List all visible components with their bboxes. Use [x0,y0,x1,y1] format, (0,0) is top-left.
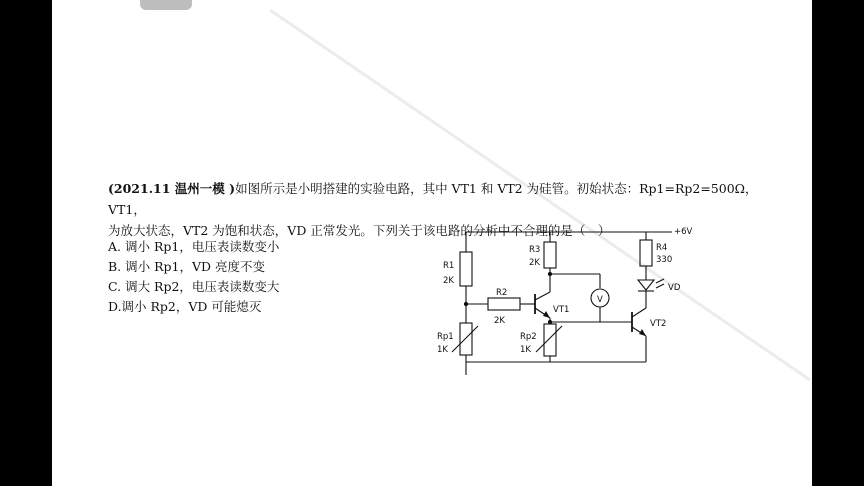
supply-label: +6V [674,227,693,237]
rp1-resistor [460,323,472,355]
r3-resistor [544,242,556,268]
rp2-arrow [536,326,562,352]
svg-text:1K: 1K [520,345,531,355]
vt2-collector [632,308,646,317]
svg-text:2K: 2K [443,276,454,286]
svg-text:Rp2: Rp2 [520,332,537,342]
option-d[interactable]: D.调小 Rp2，VD 可能熄灭 [108,299,262,314]
r2-resistor [488,298,520,310]
svg-text:VD: VD [668,283,681,293]
svg-text:2K: 2K [494,316,505,326]
question-line2: 为放大状态，VT2 为饱和状态，VD 正常发光。下列关于该电路的分析中不合理的是（ ） [108,223,611,238]
svg-text:VT2: VT2 [650,319,667,329]
rp2-resistor [544,324,556,356]
svg-text:R4: R4 [656,243,668,253]
svg-text:2K: 2K [529,258,540,268]
rp1-arrow [452,326,478,352]
svg-text:R1: R1 [443,261,455,271]
vt1-collector [535,292,550,300]
led-diode [638,280,654,290]
svg-text:1K: 1K [437,345,448,355]
svg-text:V: V [597,295,603,305]
svg-text:R3: R3 [529,245,541,255]
svg-text:R2: R2 [496,288,508,298]
svg-text:330: 330 [656,255,673,265]
r4-resistor [640,240,652,266]
svg-text:Rp1: Rp1 [437,332,454,342]
r1-resistor [460,252,472,286]
option-a[interactable]: A. 调小 Rp1，电压表读数变小 [108,239,280,254]
question-source: (2021.11 温州一模 ) [108,181,236,196]
question-line1: 如图所示是小明搭建的实验电路，其中 VT1 和 VT2 为硅管。初始状态：Rp1=Rp2=500Ω，VT1， [108,181,758,217]
svg-text:VT1: VT1 [553,305,570,315]
option-b[interactable]: B. 调小 Rp1，VD 亮度不变 [108,259,265,274]
option-c[interactable]: C. 调大 Rp2，电压表读数变大 [108,279,280,294]
